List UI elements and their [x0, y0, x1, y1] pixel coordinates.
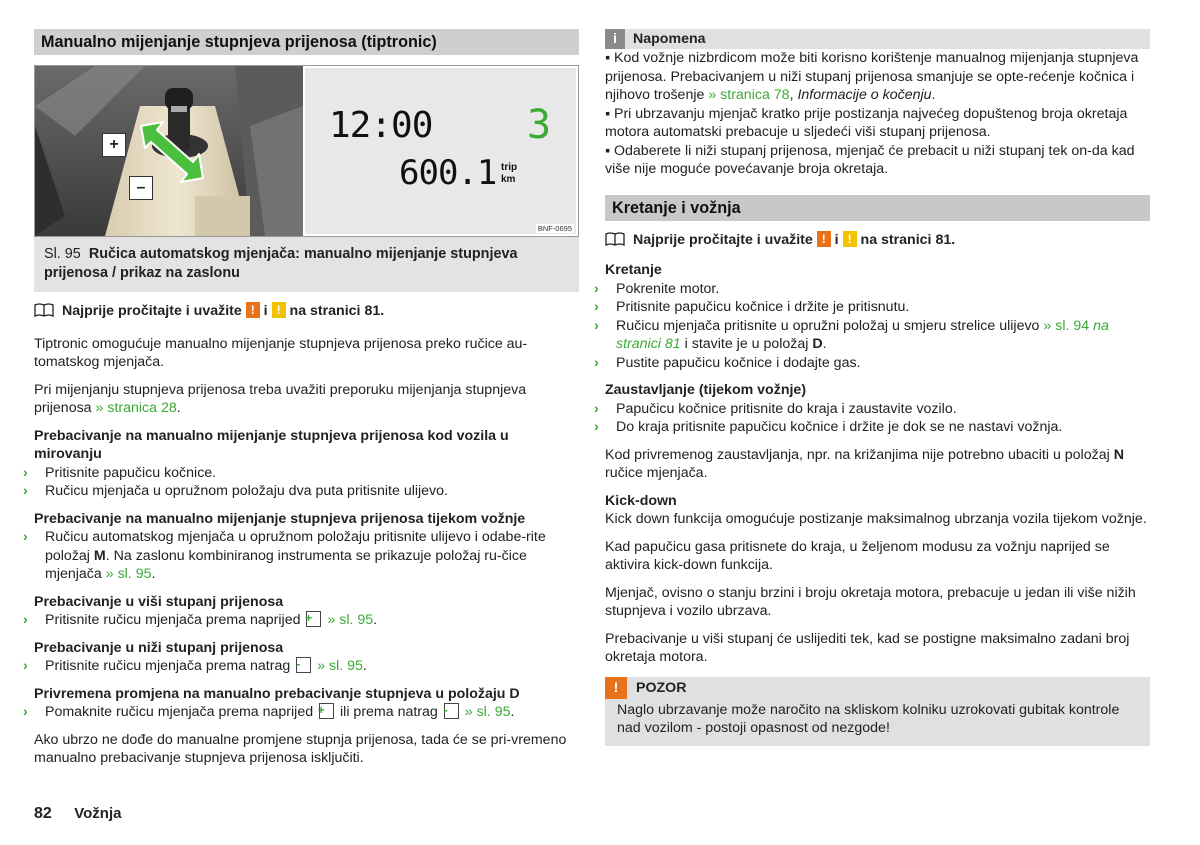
arrow-icon: ›	[23, 658, 28, 674]
double-arrow-icon	[133, 116, 213, 196]
book-icon	[605, 232, 625, 246]
arrow-icon: ›	[594, 400, 599, 417]
intro-paragraph-2: Pri mijenjanju stupnjeva prijenosa treba uvažiti preporuku mijenjanja stupnjeva prijenosa » stranica 28.	[34, 381, 527, 416]
warning-box	[605, 677, 1150, 746]
warning-orange-icon: !	[817, 231, 831, 247]
list-item: › Do kraja pritisnite papučicu kočnice i držite je dok se ne nastavi vožnja.	[594, 419, 1063, 435]
link-page-28[interactable]: » stranica 28	[95, 400, 177, 416]
kickdown-paragraph-3: Mjenjač, ovisno o stanju brzini i broju okretaja motora, prebacuje u jedan ili više nižih stupnjeva i vozilo ubrzava.	[605, 584, 1136, 619]
read-first-text: Najprije pročitajte i uvažite	[62, 303, 242, 319]
heading-zaustavljanje: Zaustavljanje (tijekom vožnje)	[605, 382, 807, 398]
heading-kretanje: Kretanje	[605, 262, 662, 278]
arrow-icon: ›	[23, 612, 28, 628]
warning-header	[605, 677, 1150, 699]
section-title-driving: Kretanje i vožnja	[605, 195, 1150, 221]
heading-downshift: Prebacivanje u niži stupanj prijenosa	[34, 639, 284, 656]
warning-orange-icon: !	[246, 302, 260, 318]
warning-text: Naglo ubrzavanje može naročito na skliskom kolniku uzrokovati gubitak kontrole nad vozilom - postoji opasnost od nezgode!	[617, 701, 1120, 736]
intro-paragraph-1: Tiptronic omogućuje manualno mijenjanje stupnjeva prijenosa preko ručice au-tomatskog mjenjača.	[34, 335, 528, 370]
note-item: ▪ Kod vožnje nizbrdicom može biti korisno korištenje manualnog mijenjanja stupnjeva prijenosa. Prebacivanjem u niži stupanj prijenosa smanjuje se opte-rećenje kočnica i njihovo trošenje » stranica 78, Informacije o kočenju.	[605, 50, 1139, 103]
heading-kickdown: Kick-down	[605, 492, 677, 509]
arrow-icon: ›	[23, 529, 28, 545]
link-fig-95[interactable]: » sl. 95	[105, 566, 152, 582]
read-first-and: i	[263, 303, 268, 319]
note-header	[605, 29, 1150, 49]
link-fig-95[interactable]: » sl. 95	[464, 704, 511, 720]
kickdown-paragraph-2: Kad papučicu gasa pritisnete do kraja, u željenom modusu za vožnju naprijed se aktivira kick-down funkcija.	[605, 538, 1110, 573]
figure-95	[34, 65, 579, 237]
arrow-icon: ›	[594, 419, 599, 435]
right-column	[594, 0, 1150, 746]
display-trip-label: trip	[501, 162, 518, 173]
plus-key-icon: +	[319, 703, 334, 719]
outro-paragraph: Ako ubrzo ne dođe do manualne promjene stupnja prijenosa, tada će se pri-vremeno manualno prebacivanje stupnjeva prijenosa isključiti.	[34, 731, 567, 766]
list-item: › Ručicu mjenjača pritisnite u opružni položaj u smjeru strelice ulijevo » sl. 94 na stranici 81 i stavite je u položaj D.	[594, 317, 1109, 352]
list-item: › Pritisnite papučicu kočnice i držite je pritisnutu.	[594, 299, 910, 315]
plus-label: +	[102, 133, 126, 157]
warning-yellow-icon: !	[843, 231, 857, 247]
kickdown-paragraph-1: Kick down funkcija omogućuje postizanje maksimalnog ubrzanja vozila tijekom vožnje.	[605, 511, 1147, 527]
display-gear: 3	[527, 102, 552, 148]
left-column	[23, 0, 579, 777]
note-title: Napomena	[633, 31, 706, 47]
list-item: › Papučicu kočnice pritisnite do kraja i zaustavite vozilo.	[594, 400, 957, 417]
heading-driving: Prebacivanje na manualno mijenjanje stupnjeva prijenosa tijekom vožnje	[34, 510, 526, 527]
minus-label: –	[129, 176, 153, 200]
heading-standstill: Prebacivanje na manualno mijenjanje stupnjeva prijenosa kod vozila u mirovanju	[34, 427, 509, 462]
heading-upshift: Prebacivanje u viši stupanj prijenosa	[34, 593, 284, 610]
info-icon: i	[605, 29, 625, 49]
list-item: › Pomaknite ručicu mjenjača prema naprijed + ili prema natrag - » sl. 95.	[23, 703, 515, 720]
note-item: ▪ Odaberete li niži stupanj prijenosa, mjenjač će prebacit u niži stupanj tek on-da kad više nije moguće povećavanje broja okretaja.	[605, 142, 1135, 177]
arrow-icon: ›	[23, 464, 28, 481]
link-fig-95[interactable]: » sl. 95	[327, 612, 374, 628]
arrow-icon: ›	[23, 483, 28, 499]
temporary-stop-paragraph: Kod privremenog zaustavljanja, npr. na križanjima nije potrebno ubaciti u položaj N ručice mjenjača.	[605, 446, 1124, 481]
link-fig-95[interactable]: » sl. 95	[317, 658, 363, 674]
list-item: › Pokrenite motor.	[594, 280, 720, 297]
list-item: › Ručicu automatskog mjenjača u opružnom položaju pritisnite ulijevo i odabe-rite položaj M. Na zaslonu kombiniranog instrumenta se prikazuje položaj ru-čice mjenjača » sl. 95.	[23, 529, 546, 582]
book-icon	[34, 303, 54, 317]
list-item: › Pustite papučicu kočnice i dodajte gas.	[594, 354, 861, 371]
page-number: 82	[34, 805, 52, 822]
arrow-icon: ›	[594, 317, 599, 334]
exclamation-icon: !	[605, 677, 627, 699]
minus-key-icon: -	[444, 703, 459, 719]
footer-section: Vožnja	[74, 805, 122, 822]
list-item: › Pritisnite papučicu kočnice.	[23, 464, 217, 481]
plus-key-icon: +	[306, 611, 321, 627]
display-odometer: 600.1	[399, 153, 497, 193]
display-km-label: km	[501, 174, 516, 185]
read-first-left	[34, 302, 579, 321]
arrow-icon: ›	[594, 354, 599, 371]
display-time: 12:00	[329, 105, 433, 146]
read-first-post: na stranici 81.	[289, 303, 385, 319]
link-fig-94[interactable]: » sl. 94 na stranici 81	[616, 317, 1109, 352]
heading-temporary: Privremena promjena na manualno prebacivanje stupnjeva u položaju D	[34, 685, 520, 702]
figure-code: BNF-0695	[537, 224, 572, 233]
caption-prefix: Sl. 95	[44, 246, 81, 262]
minus-key-icon: -	[296, 657, 311, 673]
list-item: › Pritisnite ručicu mjenjača prema natrag - » sl. 95.	[23, 657, 367, 674]
arrow-icon: ›	[594, 280, 599, 297]
figure-caption	[34, 237, 579, 292]
page-footer	[34, 805, 121, 824]
kickdown-paragraph-4: Prebacivanje u viši stupanj će uslijediti tek, kad se postigne maksimalno zadani broj okretaja motora.	[605, 630, 1130, 665]
section-title-tiptronic: Manualno mijenjanje stupnjeva prijenosa (tiptronic)	[34, 29, 579, 55]
arrow-icon: ›	[23, 704, 28, 720]
list-item: › Ručicu mjenjača u opružnom položaju dva puta pritisnite ulijevo.	[23, 483, 448, 499]
warning-title: POZOR	[636, 679, 687, 696]
note-item: ▪ Pri ubrzavanju mjenjač kratko prije postizanja najvećeg dopuštenog broja okretaja motora automatski prebacuje u sljedeći viši stupanj prijenosa.	[605, 105, 1128, 140]
read-first-right: Najprije pročitajte i uvažite ! i ! na stranici 81.	[605, 231, 1150, 250]
warning-yellow-icon: !	[272, 302, 286, 318]
list-item: › Pritisnite ručicu mjenjača prema naprijed + » sl. 95.	[23, 611, 378, 628]
link-page-78[interactable]: » stranica 78	[708, 87, 790, 103]
caption-text: Ručica automatskog mjenjača: manualno mijenjanje stupnjeva prijenosa / prikaz na zaslonu	[44, 246, 518, 281]
instrument-display	[305, 68, 576, 234]
arrow-icon: ›	[594, 299, 599, 315]
